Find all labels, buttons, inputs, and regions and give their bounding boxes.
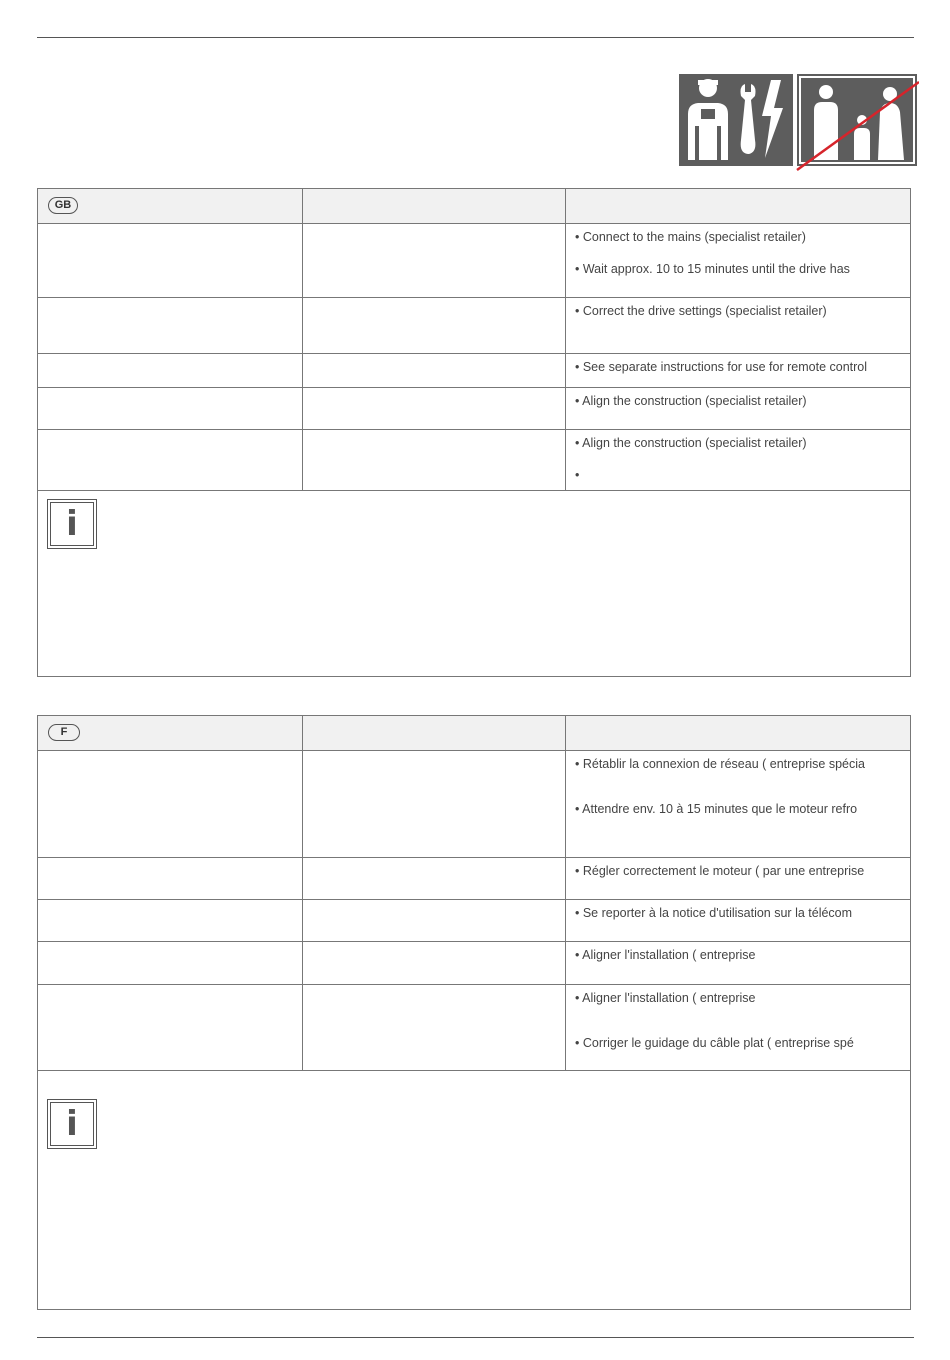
table-row: [38, 858, 911, 900]
troubleshooting-table-gb: [37, 188, 911, 677]
remedy-text: • Aligner l'installation ( entreprise: [575, 991, 756, 1005]
remedy-text: • Se reporter à la notice d'utilisation sur la télécom: [575, 906, 853, 920]
bottom-rule: [37, 1337, 914, 1338]
no-laypersons-icon: [797, 74, 917, 166]
remedy-text: • Régler correctement le moteur ( par une entreprise: [575, 864, 865, 878]
table-row: [38, 388, 911, 430]
remedy-cell: [566, 388, 910, 408]
info-row: [38, 1071, 911, 1310]
table-row: [38, 900, 911, 942]
table-row: [38, 430, 911, 491]
remedy-cell: [566, 298, 910, 318]
remedy-cell: [566, 354, 910, 374]
remedy-cell: [566, 751, 910, 816]
table-row: [38, 942, 911, 985]
troubleshooting-table-f: [37, 715, 911, 1310]
info-icon: i: [47, 1099, 97, 1149]
remedy-cell: [566, 858, 910, 878]
remedy-text: • Align the construction (specialist retailer): [575, 436, 807, 450]
remedy-cell: [566, 224, 910, 276]
remedy-text: • See separate instructions for use for remote control: [575, 360, 868, 374]
language-badge: GB: [48, 197, 78, 214]
remedy-cell: [566, 985, 910, 1050]
remedy-text: • Aligner l'installation ( entreprise: [575, 948, 756, 962]
pictogram-group: [679, 74, 919, 171]
table-row: [38, 298, 911, 354]
table-row: [38, 985, 911, 1071]
language-badge: F: [48, 724, 80, 741]
table-header-row: [38, 716, 911, 751]
remedy-text: • Align the construction (specialist retailer): [575, 394, 807, 408]
remedy-text: • Corriger le guidage du câble plat ( entreprise spé: [575, 1036, 854, 1050]
remedy-text: • Correct the drive settings (specialist retailer): [575, 304, 827, 318]
remedy-text: •: [575, 468, 580, 482]
remedy-cell: [566, 900, 910, 920]
info-row: [38, 491, 911, 677]
remedy-text: • Attendre env. 10 à 15 minutes que le moteur refro: [575, 802, 858, 816]
top-rule: [37, 37, 914, 38]
table-row: [38, 751, 911, 858]
remedy-cell: [566, 942, 910, 962]
remedy-text: • Connect to the mains (specialist retailer): [575, 230, 806, 244]
table-header-row: [38, 189, 911, 224]
table-row: [38, 224, 911, 298]
remedy-cell: [566, 430, 910, 482]
remedy-text: • Rétablir la connexion de réseau ( entreprise spécia: [575, 757, 865, 771]
remedy-text: • Wait approx. 10 to 15 minutes until the drive has: [575, 262, 850, 276]
info-icon: i: [47, 499, 97, 549]
table-row: [38, 354, 911, 388]
